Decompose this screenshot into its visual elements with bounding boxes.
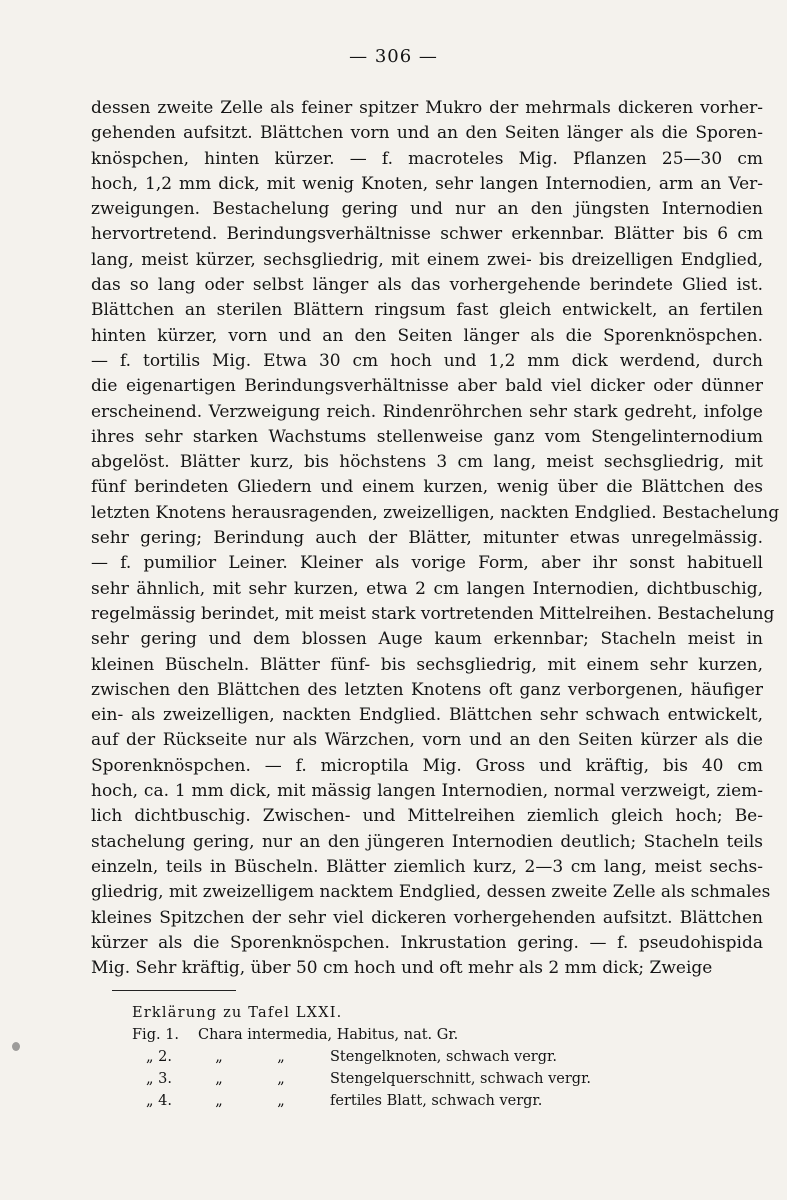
text-line: sehr gering; Berindung auch der Blätter, mitunter etwas unregelmässig. [91,528,763,549]
figure-description: Stengelquerschnitt, schwach vergr. [330,1071,592,1087]
text-line: knöspchen, hinten kürzer. — f. macroteles Mig. Pflanzen 25—30 cm [91,148,763,169]
text-line: auf der Rückseite nur als Wärzchen, vorn und an den Seiten kürzer als die [91,730,763,751]
text-line: hervortretend. Berindungsverhältnisse schwer erkennbar. Blätter bis 6 cm [91,224,763,245]
text-line: die eigenartigen Berindungsverhältnisse aber bald viel dicker oder dünner [91,376,763,397]
text-line: gliedrig, mit zweizelligem nacktem Endglied, dessen zweite Zelle als schmales [91,882,771,903]
text-line: zwischen den Blättchen des letzten Knotens oft ganz verborgenen, häufiger [91,679,763,700]
text-line: lang, meist kürzer, sechsgliedrig, mit einem zwei- bis dreizelligen Endglied, [91,249,763,270]
figure-number: „ 2. [146,1049,172,1065]
text-line: das so lang oder selbst länger als das vorhergehende berindete Glied ist. [91,275,763,296]
text-line: dessen zweite Zelle als feiner spitzer Mukro der mehrmals dickeren vorher- [91,98,763,118]
text-line: Blättchen an sterilen Blättern ringsum fast gleich entwickelt, an fertilen [91,300,763,321]
text-line: ein- als zweizelligen, nackten Endglied. Blättchen sehr schwach entwickelt, [91,705,763,726]
text-line: sehr ähnlich, mit sehr kurzen, etwa 2 cm langen Internodien, dichtbuschig, [91,578,763,599]
ink-smudge [12,1042,20,1051]
caption-row [132,1046,652,1068]
text-line: abgelöst. Blätter kurz, bis höchstens 3 cm lang, meist sechsgliedrig, mit [91,452,763,473]
text-line: stachelung gering, nur an den jüngeren Internodien deutlich; Stacheln teils [91,831,763,852]
text-line: kleines Spitzchen der sehr viel dickeren vorhergehenden aufsitzt. Blättchen [91,907,763,928]
text-line: — f. tortilis Mig. Etwa 30 cm hoch und 1,2 mm dick werdend, durch [91,350,763,371]
text-line: hoch, 1,2 mm dick, mit wenig Knoten, sehr langen Internodien, arm an Ver- [91,173,763,194]
ditto-mark: „ [215,1071,223,1087]
text-line: hinten kürzer, vorn und an den Seiten länger als die Sporenknöspchen. [91,325,763,346]
figure-description: Stengelknoten, schwach vergr. [330,1049,557,1065]
plate-caption [132,1002,652,1112]
text-line: regelmässig berindet, mit meist stark vortretenden Mittelreihen. Bestachelung [91,603,775,624]
text-line: — f. pumilior Leiner. Kleiner als vorige Form, aber ihr sonst habituell [91,553,763,574]
text-line: hoch, ca. 1 mm dick, mit mässig langen Internodien, normal verzweigt, ziem- [91,781,763,802]
footnote-divider [112,990,236,991]
ditto-mark: „ [277,1071,285,1087]
text-line: zweigungen. Bestachelung gering und nur an den jüngsten Internodien [91,199,763,220]
page-number: — 306 — [349,46,438,67]
caption-row [132,1024,652,1046]
text-line: lich dichtbuschig. Zwischen- und Mittelreihen ziemlich gleich hoch; Be- [91,806,763,827]
text-line: erscheinend. Verzweigung reich. Rindenröhrchen sehr stark gedreht, infolge [91,401,763,422]
text-line: gehenden aufsitzt. Blättchen vorn und an den Seiten länger als die Sporen- [91,123,763,144]
figure-description: fertiles Blatt, schwach vergr. [330,1093,543,1109]
text-line: letzten Knotens herausragenden, zweizelligen, nackten Endglied. Bestachelung [91,502,780,523]
body-text [91,96,780,981]
figure-description: Chara intermedia, Habitus, nat. Gr. [198,1027,459,1043]
text-line: einzeln, teils in Büscheln. Blätter ziemlich kurz, 2—3 cm lang, meist sechs- [91,856,763,877]
figure-number: „ 4. [146,1093,172,1109]
figure-number: „ 3. [146,1071,172,1087]
caption-row [132,1068,652,1090]
text-line: Sporenknöspchen. — f. microptila Mig. Gross und kräftig, bis 40 cm [91,755,763,776]
text-line: kleinen Büscheln. Blätter fünf- bis sechsgliedrig, mit einem sehr kurzen, [91,654,763,675]
caption-row [132,1090,652,1112]
text-line: Mig. Sehr kräftig, über 50 cm hoch und oft mehr als 2 mm dick; Zweige [91,958,713,979]
text-line: kürzer als die Sporenknöspchen. Inkrustation gering. — f. pseudohispida [91,932,763,953]
ditto-mark: „ [277,1093,285,1109]
figure-number: Fig. 1. [132,1027,180,1043]
caption-title: Erklärung zu Tafel LXXI. [132,1005,343,1021]
text-line: sehr gering und dem blossen Auge kaum erkennbar; Stacheln meist in [91,629,763,650]
ditto-mark: „ [215,1049,223,1065]
ditto-mark: „ [215,1093,223,1109]
ditto-mark: „ [277,1049,285,1065]
text-line: ihres sehr starken Wachstums stellenweise ganz vom Stengelinternodium [91,426,763,447]
text-line: fünf berindeten Gliedern und einem kurzen, wenig über die Blättchen des [91,477,763,498]
